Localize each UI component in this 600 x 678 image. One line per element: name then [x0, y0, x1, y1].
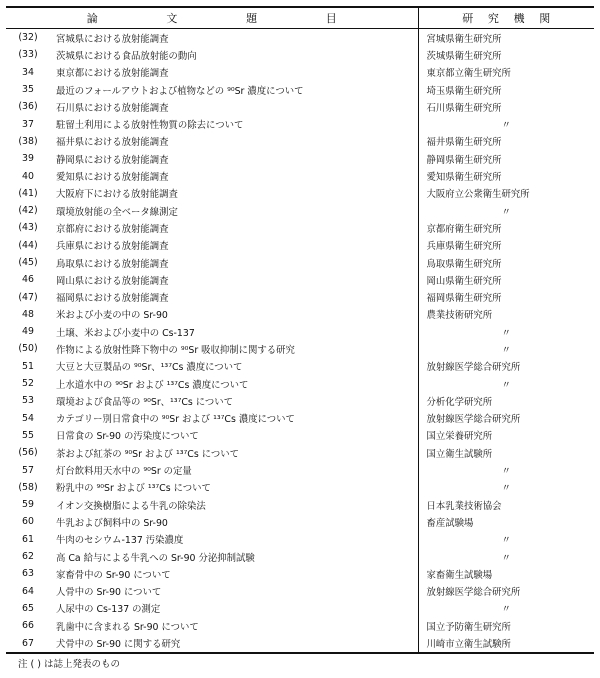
- table-row: [6, 29, 594, 47]
- paper-number: (36): [18, 101, 38, 113]
- paper-title: 米および小麦の中の Sr-90: [56, 310, 168, 322]
- paper-title: 灯台飲料用天水中の ⁹⁰Sr の定量: [56, 466, 192, 478]
- paper-title: 宮城県における放射能調査: [56, 33, 169, 45]
- paper-title: 茨城県における食品放射能の動向: [56, 50, 197, 62]
- paper-number: 52: [22, 378, 34, 390]
- paper-number: 48: [22, 308, 34, 320]
- paper-number: (41): [18, 187, 38, 199]
- paper-number: (33): [18, 49, 38, 61]
- table-row: [6, 323, 594, 340]
- institution-name: 畜産試験場: [418, 513, 594, 530]
- header-title-char: 文: [166, 12, 178, 25]
- paper-number: (44): [18, 239, 38, 251]
- paper-title: 土壌、米および小麦中の Cs-137: [56, 327, 195, 339]
- paper-number: 59: [22, 499, 34, 511]
- table-row: [6, 513, 594, 530]
- paper-number: 55: [22, 429, 34, 441]
- table-row: [6, 150, 594, 167]
- table-row: [6, 565, 594, 582]
- header-paper-title: [6, 7, 418, 29]
- institution-name: 〃: [418, 531, 594, 548]
- table-row: [6, 583, 594, 600]
- header-institution: [418, 7, 594, 29]
- paper-title: 牛肉のセシウム-137 汚染濃度: [56, 535, 184, 547]
- institution-name: 福岡県衛生研究所: [418, 288, 594, 305]
- institution-name: 放射線医学総合研究所: [418, 410, 594, 427]
- paper-number: 51: [22, 360, 34, 372]
- paper-number: 54: [22, 412, 34, 424]
- institution-name: 放射線医学総合研究所: [418, 358, 594, 375]
- paper-title: 愛知県における放射能調査: [56, 172, 169, 184]
- table-row: [6, 531, 594, 548]
- paper-title: 上水道水中の ⁹⁰Sr および ¹³⁷Cs 濃度について: [56, 379, 249, 391]
- institution-name: 川崎市立衛生試験所: [418, 634, 594, 652]
- paper-title: 牛乳および飼料中の Sr-90: [56, 517, 168, 529]
- paper-title: 鳥取県における放射能調査: [56, 258, 169, 270]
- institution-name: 〃: [418, 115, 594, 132]
- institution-name: 〃: [418, 323, 594, 340]
- paper-number: (42): [18, 205, 38, 217]
- paper-number: (56): [18, 447, 38, 459]
- paper-title: 大豆と大豆製品の ⁹⁰Sr、¹³⁷Cs 濃度について: [56, 362, 243, 374]
- paper-title: 作物による放射性降下物中の ⁹⁰Sr 吸収抑制に関する研究: [56, 344, 295, 356]
- table-row: [6, 617, 594, 634]
- paper-title: 日常食の Sr-90 の汚染度について: [56, 431, 199, 443]
- paper-title: 大阪府下における放射能調査: [56, 189, 178, 201]
- institution-name: 放射線医学総合研究所: [418, 583, 594, 600]
- paper-number: (43): [18, 222, 38, 234]
- paper-title: 石川県における放射能調査: [56, 102, 169, 114]
- table-row: [6, 548, 594, 565]
- table-row: [6, 479, 594, 496]
- footnote-text: ( ) は誌上発表のもの: [30, 659, 120, 670]
- header-title-char: 目: [325, 12, 337, 25]
- institution-name: 農業技術研究所: [418, 306, 594, 323]
- institution-name: 埼玉県衛生研究所: [418, 81, 594, 98]
- institution-name: 静岡県衛生研究所: [418, 150, 594, 167]
- header-title-char: 論: [86, 12, 98, 25]
- paper-number: 35: [22, 84, 34, 96]
- paper-number: 66: [22, 620, 34, 632]
- paper-number: 63: [22, 568, 34, 580]
- table-row: [6, 444, 594, 461]
- paper-title: 兵庫県における放射能調査: [56, 241, 169, 253]
- footnote: [18, 656, 120, 670]
- table-row: [6, 306, 594, 323]
- institution-name: 〃: [418, 375, 594, 392]
- paper-title: 東京都における放射能調査: [56, 68, 169, 80]
- footnote-mark: 注: [18, 659, 28, 670]
- paper-number: 39: [22, 153, 34, 165]
- table-row: [6, 340, 594, 357]
- paper-title: イオン交換樹脂による牛乳の除染法: [56, 500, 206, 512]
- institution-name: 〃: [418, 548, 594, 565]
- paper-title: 粉乳中の ⁹⁰Sr および ¹³⁷Cs について: [56, 483, 211, 495]
- paper-number: 60: [22, 516, 34, 528]
- institution-name: 〃: [418, 600, 594, 617]
- paper-title: 福岡県における放射能調査: [56, 293, 169, 305]
- table-row: [6, 600, 594, 617]
- table-row: [6, 46, 594, 63]
- table-row: [6, 427, 594, 444]
- paper-number: 57: [22, 464, 34, 476]
- paper-number: 40: [22, 170, 34, 182]
- paper-title: 人尿中の Cs-137 の測定: [56, 604, 161, 616]
- paper-title: 人骨中の Sr-90 について: [56, 587, 162, 599]
- institution-name: 東京都立衛生研究所: [418, 64, 594, 81]
- institution-name: 岡山県衛生研究所: [418, 271, 594, 288]
- paper-title: 福井県における放射能調査: [56, 137, 169, 149]
- table-row: [6, 133, 594, 150]
- paper-number: 53: [22, 395, 34, 407]
- institution-name: 〃: [418, 202, 594, 219]
- institution-name: 大阪府立公衆衛生研究所: [418, 185, 594, 202]
- paper-title: 京都府における放射能調査: [56, 223, 169, 235]
- institution-name: 〃: [418, 461, 594, 478]
- paper-title: 最近のフォールアウトおよび植物などの ⁹⁰Sr 濃度について: [56, 85, 304, 97]
- paper-number: 62: [22, 551, 34, 563]
- institution-name: 愛知県衛生研究所: [418, 167, 594, 184]
- paper-number: (38): [18, 135, 38, 147]
- paper-title: カテゴリー別日常食中の ⁹⁰Sr および ¹³⁷Cs 濃度について: [56, 414, 295, 426]
- institution-name: 鳥取県衛生研究所: [418, 254, 594, 271]
- header-inst-char: 究: [487, 12, 499, 25]
- paper-title: 高 Ca 給与による牛乳への Sr-90 分泌抑制試験: [56, 552, 255, 564]
- table-header-row: [6, 7, 594, 29]
- table-row: [6, 358, 594, 375]
- paper-title: 環境放射能の全ベータ線測定: [56, 206, 178, 218]
- table-row: [6, 375, 594, 392]
- paper-number: 37: [22, 118, 34, 130]
- table-row: [6, 81, 594, 98]
- table-row: [6, 288, 594, 305]
- institution-name: 〃: [418, 340, 594, 357]
- table-row: [6, 496, 594, 513]
- table-row: [6, 167, 594, 184]
- header-title-char: 題: [246, 12, 258, 25]
- paper-number: (50): [18, 343, 38, 355]
- institution-name: 国立予防衛生研究所: [418, 617, 594, 634]
- paper-number: 61: [22, 533, 34, 545]
- institution-name: 家畜衛生試験場: [418, 565, 594, 582]
- paper-list-table: [6, 6, 594, 654]
- header-inst-char: 研: [462, 12, 474, 25]
- paper-number: 34: [22, 66, 34, 78]
- table-row: [6, 634, 594, 652]
- header-inst-char: 関: [539, 12, 551, 25]
- institution-name: 福井県衛生研究所: [418, 133, 594, 150]
- paper-title: 駐留土利用による放射性物質の除去について: [56, 120, 244, 132]
- institution-name: 兵庫県衛生研究所: [418, 237, 594, 254]
- table-row: [6, 98, 594, 115]
- table-row: [6, 185, 594, 202]
- table-row: [6, 202, 594, 219]
- institution-name: 日本乳業技術協会: [418, 496, 594, 513]
- institution-name: 石川県衛生研究所: [418, 98, 594, 115]
- table-row: [6, 392, 594, 409]
- table-row: [6, 219, 594, 236]
- table-row: [6, 115, 594, 132]
- paper-number: (47): [18, 291, 38, 303]
- table-row: [6, 410, 594, 427]
- table-row: [6, 271, 594, 288]
- paper-title: 環境および食品等の ⁹⁰Sr、¹³⁷Cs について: [56, 396, 234, 408]
- paper-title: 静岡県における放射能調査: [56, 154, 169, 166]
- header-inst-char: 機: [513, 12, 525, 25]
- institution-name: 〃: [418, 479, 594, 496]
- institution-name: 茨城県衛生研究所: [418, 46, 594, 63]
- table-row: [6, 237, 594, 254]
- paper-title: 岡山県における放射能調査: [56, 275, 169, 287]
- paper-number: (58): [18, 481, 38, 493]
- institution-name: 宮城県衛生研究所: [418, 29, 594, 47]
- paper-title: 家畜骨中の Sr-90 について: [56, 569, 171, 581]
- paper-table-container: [6, 6, 594, 654]
- paper-number: 67: [6, 634, 50, 652]
- paper-title: 犬骨中の Sr-90 に関する研究: [50, 634, 418, 652]
- institution-name: 国立衛生試験所: [418, 444, 594, 461]
- table-row: [6, 254, 594, 271]
- paper-number: 64: [22, 585, 34, 597]
- institution-name: 京都府衛生研究所: [418, 219, 594, 236]
- paper-title: 茶および紅茶の ⁹⁰Sr および ¹³⁷Cs について: [56, 448, 240, 460]
- paper-number: 65: [22, 602, 34, 614]
- table-row: [6, 64, 594, 81]
- paper-number: (32): [18, 32, 38, 44]
- paper-title: 乳歯中に含まれる Sr-90 について: [56, 621, 199, 633]
- paper-number: (45): [18, 257, 38, 268]
- table-row: [6, 461, 594, 478]
- institution-name: 国立栄養研究所: [418, 427, 594, 444]
- paper-number: 49: [22, 326, 34, 338]
- institution-name: 分析化学研究所: [418, 392, 594, 409]
- paper-number: 46: [22, 274, 34, 286]
